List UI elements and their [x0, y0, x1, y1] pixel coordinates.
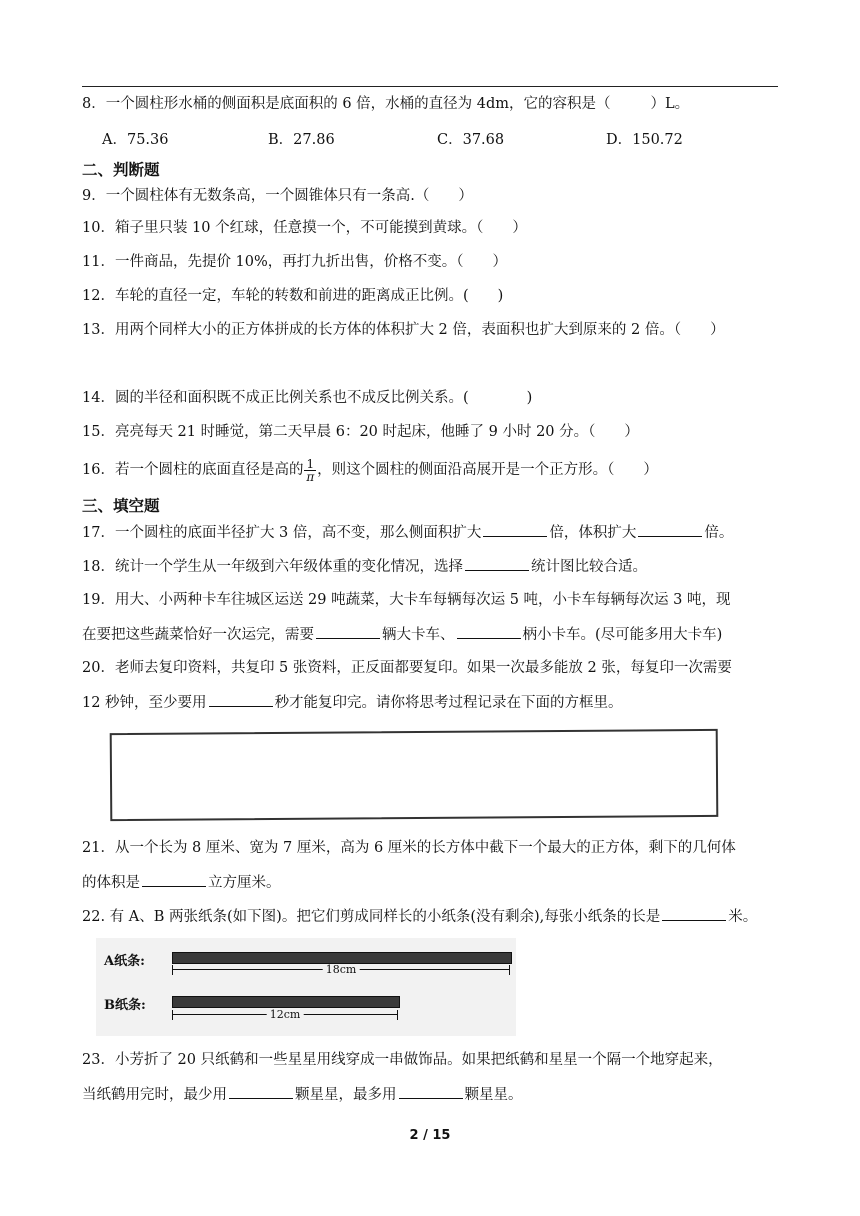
question-8-unit: ）L。	[650, 96, 690, 112]
strip-b-label: B纸条:	[104, 998, 146, 1013]
question-16	[82, 456, 658, 484]
question-19-text: 在要把这些蔬菜恰好一次运完，需要	[82, 627, 314, 643]
strip-a-dimension	[172, 965, 510, 975]
question-17-text: 17．一个圆柱的底面半径扩大 3 倍，高不变，那么侧面积扩大	[82, 525, 482, 541]
choice-b[interactable]: B．27.86	[268, 132, 335, 148]
question-11: 11．一件商品，先提价 10%，再打九折出售，价格不变。（ ）	[82, 254, 508, 270]
question-19-line2	[82, 624, 722, 645]
question-23-end: 颗星星。	[464, 1087, 523, 1103]
strip-a-label: A纸条:	[104, 954, 145, 969]
section-heading-judge: 二、判断题	[82, 161, 160, 179]
paper-strips-figure	[96, 938, 516, 1036]
choice-d[interactable]: D．150.72	[606, 132, 683, 148]
answer-blank[interactable]	[209, 692, 273, 707]
answer-blank[interactable]	[316, 624, 380, 639]
question-20-end: 秒才能复印完。请你将思考过程记录在下面的方框里。	[274, 695, 623, 711]
answer-blank[interactable]	[465, 556, 529, 571]
question-20-line2	[82, 692, 623, 713]
question-9: 9．一个圆柱体有无数条高，一个圆锥体只有一条高.（ ）	[82, 188, 473, 204]
answer-blank[interactable]	[142, 872, 206, 887]
question-21-line2	[82, 872, 281, 893]
work-box[interactable]	[110, 729, 719, 821]
question-10: 10．箱子里只装 10 个红球，任意摸一个，不可能摸到黄球。（ ）	[82, 220, 527, 236]
answer-blank[interactable]	[638, 522, 702, 537]
question-14: 14．圆的半径和面积既不成正比例关系也不成反比例关系。( )	[82, 390, 533, 406]
fraction-one-over-pi	[304, 458, 316, 483]
question-17-end: 倍。	[704, 525, 734, 541]
strip-b-dimension	[172, 1010, 398, 1020]
question-23-text: 当纸鹤用完时，最少用	[82, 1087, 227, 1103]
question-23-line2	[82, 1084, 523, 1105]
answer-blank[interactable]	[662, 906, 726, 921]
question-15: 15．亮亮每天 21 时睡觉，第二天早晨 6：20 时起床，他睡了 9 小时 20 分。（ ）	[82, 424, 639, 440]
question-21-line1: 21．从一个长为 8 厘米、宽为 7 厘米，高为 6 厘米的长方体中截下一个最大的正方体，剩下的几何体	[82, 840, 736, 856]
answer-blank[interactable]	[229, 1084, 293, 1099]
question-12: 12．车轮的直径一定，车轮的转数和前进的距离成正比例。( )	[82, 288, 504, 304]
question-23-line1: 23．小芳折了 20 只纸鹤和一些星星用线穿成一串做饰品。如果把纸鹤和星星一个隔一个地穿起来，	[82, 1052, 723, 1068]
header-rule	[82, 86, 778, 87]
strip-b	[172, 996, 400, 1008]
fraction-numerator: 1	[306, 456, 315, 471]
question-22-end: 米。	[728, 909, 758, 925]
question-20-text: 12 秒钟，至少要用	[82, 695, 207, 711]
question-18-text: 18．统计一个学生从一年级到六年级体重的变化情况，选择	[82, 559, 463, 575]
question-8	[82, 94, 689, 114]
question-19-mid: 辆大卡车、	[382, 627, 455, 643]
choice-c[interactable]: C．37.68	[437, 132, 505, 148]
answer-blank[interactable]	[457, 624, 521, 639]
choice-a[interactable]: A．75.36	[102, 132, 169, 148]
question-22-text: 22. 有 A、B 两张纸条(如下图)。把它们剪成同样长的小纸条(没有剩余),每张小纸条的长是	[82, 909, 661, 925]
question-21-text: 的体积是	[82, 875, 140, 891]
question-16-text-end: ，则这个圆柱的侧面沿高展开是一个正方形。（ ）	[317, 462, 658, 478]
question-17-mid: 倍，体积扩大	[549, 525, 637, 541]
question-21-end: 立方厘米。	[208, 875, 281, 891]
answer-blank[interactable]	[399, 1084, 463, 1099]
question-8-text: 8．一个圆柱形水桶的侧面积是底面积的 6 倍，水桶的直径为 4dm，它的容积是（	[82, 96, 611, 112]
page-number: 2 / 15	[409, 1128, 451, 1143]
strip-b-length: 12cm	[267, 1009, 304, 1021]
strip-a-length: 18cm	[323, 964, 360, 976]
answer-blank[interactable]	[483, 522, 547, 537]
question-18-end: 统计图比较合适。	[530, 559, 647, 575]
question-16-text: 16．若一个圆柱的底面直径是高的	[82, 462, 304, 478]
question-20-line1: 20．老师去复印资料，共复印 5 张资料，正反面都要复印。如果一次最多能放 2 张，每复印一次需要	[82, 660, 732, 676]
question-23-mid: 颗星星，最多用	[295, 1087, 397, 1103]
answer-paren[interactable]	[611, 94, 651, 114]
section-heading-fill: 三、填空题	[82, 497, 160, 515]
question-17	[82, 522, 733, 543]
question-18	[82, 556, 647, 577]
question-19-line1: 19．用大、小两种卡车往城区运送 29 吨蔬菜，大卡车每辆每次运 5 吨，小卡车每辆每次运 3 吨，现	[82, 592, 731, 608]
question-19-end: 柄小卡车。(尽可能多用大卡车)	[522, 627, 723, 643]
question-22	[82, 906, 757, 927]
question-13: 13．用两个同样大小的正方体拼成的长方体的体积扩大 2 倍，表面积也扩大到原来的 2 倍。（ ）	[82, 322, 725, 338]
fraction-denominator: π	[306, 469, 315, 484]
